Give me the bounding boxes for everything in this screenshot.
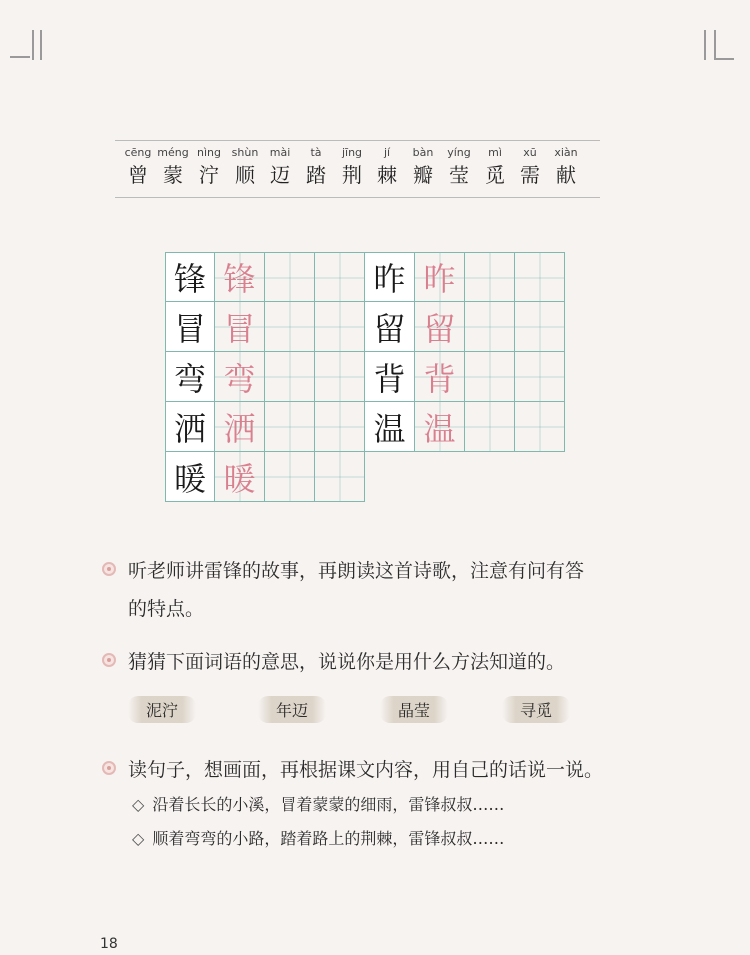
model-character: 洒 <box>165 402 215 452</box>
vocab-term: 泥泞 <box>128 696 196 723</box>
pinyin: yíng <box>447 146 471 159</box>
exercise-marker-icon <box>102 653 116 667</box>
pinyin: nìng <box>197 146 221 159</box>
vocab-term: 寻觅 <box>502 696 570 723</box>
trace-character: 暖 <box>215 452 265 502</box>
pinyin: jí <box>383 146 391 159</box>
exercise-1-line-1: 听老师讲雷锋的故事，再朗读这首诗歌，注意有问有答 <box>128 560 585 582</box>
pinyin: cēng <box>124 146 152 159</box>
trace-character: 温 <box>415 402 465 452</box>
sentence-text: 沿着长长的小溪，冒着蒙蒙的细雨，雷锋叔叔…… <box>152 795 505 814</box>
practice-cell[interactable] <box>465 352 515 402</box>
practice-cell[interactable] <box>315 402 365 452</box>
practice-cell[interactable] <box>265 352 315 402</box>
trace-character: 昨 <box>415 252 465 302</box>
crop-mark-top-right <box>700 30 740 70</box>
trace-character: 洒 <box>215 402 265 452</box>
practice-cell[interactable] <box>465 252 515 302</box>
trace-character: 弯 <box>215 352 265 402</box>
practice-cell[interactable] <box>265 402 315 452</box>
pinyin: jīng <box>341 146 363 159</box>
vocab-term: 晶莹 <box>380 696 448 723</box>
practice-cell[interactable] <box>515 302 565 352</box>
hanzi: 荆 <box>342 163 362 187</box>
hanzi: 踏 <box>306 163 326 187</box>
crop-mark-top-left <box>10 30 50 70</box>
sentence-item <box>132 826 504 849</box>
practice-cell[interactable] <box>465 302 515 352</box>
diamond-bullet-icon: ◇ <box>132 795 145 814</box>
hanzi: 迈 <box>270 163 290 187</box>
model-character: 背 <box>365 352 415 402</box>
hanzi: 觅 <box>485 163 505 187</box>
practice-cell[interactable] <box>315 452 365 502</box>
page-number: 18 <box>100 936 118 952</box>
model-character: 留 <box>365 302 415 352</box>
pinyin: mì <box>488 146 502 159</box>
practice-cell[interactable] <box>515 352 565 402</box>
practice-cell[interactable] <box>315 302 365 352</box>
sentence-text: 顺着弯弯的小路，踏着路上的荆棘，雷锋叔叔…… <box>152 829 505 848</box>
vocab-item <box>551 145 581 189</box>
vocab-term: 年迈 <box>258 696 326 723</box>
pinyin: méng <box>157 146 189 159</box>
vocabulary-strip <box>115 140 600 198</box>
hanzi: 泞 <box>199 163 219 187</box>
practice-cell[interactable] <box>465 402 515 452</box>
diamond-bullet-icon: ◇ <box>132 829 145 848</box>
exercise-3-prompt: 读句子，想画面，再根据课文内容，用自己的话说一说。 <box>128 759 604 781</box>
model-character: 昨 <box>365 252 415 302</box>
exercise-1-line-2: 的特点。 <box>128 598 205 620</box>
model-character: 锋 <box>165 252 215 302</box>
practice-cell[interactable] <box>265 452 315 502</box>
practice-cell[interactable] <box>315 352 365 402</box>
practice-cell[interactable] <box>515 402 565 452</box>
hanzi: 曾 <box>128 163 148 187</box>
pinyin: xiàn <box>554 146 578 159</box>
practice-cell[interactable] <box>515 252 565 302</box>
sentence-item <box>132 792 504 815</box>
hanzi: 需 <box>520 163 540 187</box>
trace-character: 冒 <box>215 302 265 352</box>
model-character: 暖 <box>165 452 215 502</box>
trace-character: 留 <box>415 302 465 352</box>
trace-character: 背 <box>415 352 465 402</box>
model-character: 温 <box>365 402 415 452</box>
exercise-marker-icon <box>102 761 116 775</box>
trace-character: 锋 <box>215 252 265 302</box>
hanzi: 蒙 <box>163 163 183 187</box>
exercise-marker-icon <box>102 562 116 576</box>
hanzi: 棘 <box>377 163 397 187</box>
practice-cell[interactable] <box>265 302 315 352</box>
model-character: 冒 <box>165 302 215 352</box>
practice-cell[interactable] <box>315 252 365 302</box>
practice-cell[interactable] <box>265 252 315 302</box>
pinyin: bàn <box>412 146 434 159</box>
pinyin: xū <box>523 146 537 159</box>
hanzi: 莹 <box>449 163 469 187</box>
hanzi: 献 <box>556 163 576 187</box>
pinyin: mài <box>269 146 291 159</box>
hanzi: 瓣 <box>413 163 433 187</box>
hanzi: 顺 <box>235 163 255 187</box>
pinyin: tà <box>310 146 322 159</box>
pinyin: shùn <box>231 146 259 159</box>
model-character: 弯 <box>165 352 215 402</box>
exercise-2-prompt: 猜猜下面词语的意思，说说你是用什么方法知道的。 <box>128 651 566 673</box>
